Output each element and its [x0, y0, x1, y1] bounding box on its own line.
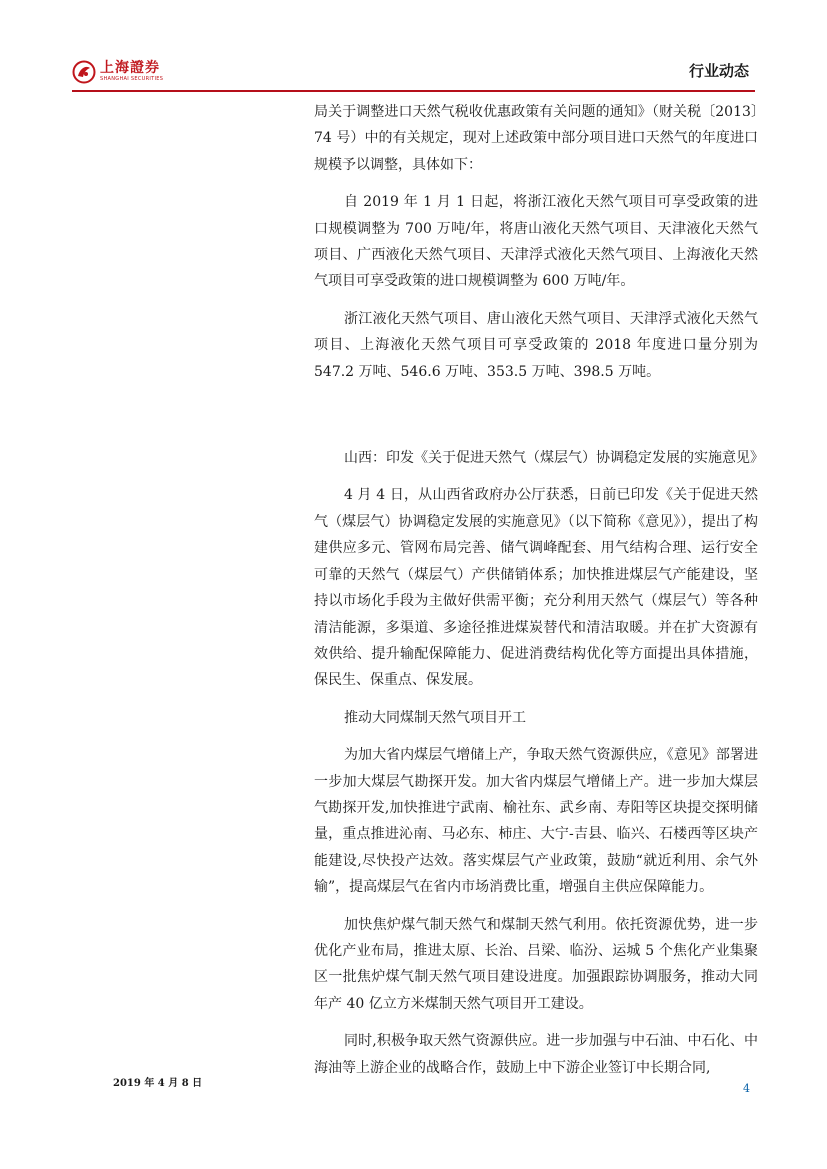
- page-header: [0, 0, 827, 95]
- brand-logo: [72, 60, 163, 84]
- paragraph-coke-oven-gas: 加快焦炉煤气制天然气和煤制天然气利用。依托资源优势，进一步优化产业布局，推进太原、长治、吕梁、临汾、运城 5 个焦化产业集聚区一批焦炉煤气制天然气项目建设进度。加强跟踪协调服务，推动大同年产 40 亿立方米煤制天然气项目开工建设。: [314, 916, 758, 1012]
- paragraph-import-scale: 自 2019 年 1 月 1 日起，将浙江液化天然气项目可享受政策的进口规模调整为 700 万吨/年，将唐山液化天然气项目、天津液化天然气项目、广西液化天然气项目、天津浮式液化天然气项目、上海液化天然气项目可享受政策的进口规模调整为 600 万吨/年。: [314, 194, 758, 290]
- shanghai-securities-logo-icon: [72, 60, 96, 84]
- header-divider: [72, 90, 755, 92]
- article-body: [314, 99, 764, 1081]
- paragraph-cbm-exploration: 为加大省内煤层气增储上产，争取天然气资源供应，《意见》部署进一步加大煤层气勘探开发。加大省内煤层气增储上产。进一步加大煤层气勘探开发,加快推进宁武南、榆社东、武乡南、寿阳等区块提交探明储量，重点推进沁南、马必东、柿庄、大宁-吉县、临兴、石楼西等区块产能建设,尽快投产达效。落实煤层气产业政策，鼓励“就近利用、余气外输”，提高煤层气在省内市场消费比重，增强自主供应保障能力。: [314, 747, 758, 896]
- section-title: 行业动态: [688, 62, 749, 80]
- paragraph-import-volume-2018: 浙江液化天然气项目、唐山液化天然气项目、天津浮式液化天然气项目、上海液化天然气项目可享受政策的 2018 年度进口量分别为 547.2 万吨、546.6 万吨、353.5 万吨、398.5 万吨。: [314, 310, 758, 380]
- report-date: 2019 年 4 月 8 日: [113, 1078, 203, 1089]
- paragraph-tariff-notice: 局关于调整进口天然气税收优惠政策有关问题的通知》（财关税〔2013〕74 号）中的有关规定，现对上述政策中部分项目进口天然气的年度进口规模予以调整，具体如下：: [314, 104, 758, 173]
- subheading-datong-project: 推动大同煤制天然气项目开工: [344, 709, 526, 726]
- paragraph-gas-supply: 同时,积极争取天然气资源供应。进一步加强与中石油、中石化、中海油等上游企业的战略合作，鼓励上中下游企业签订中长期合同,: [314, 1033, 758, 1076]
- page-number: 4: [743, 1082, 750, 1095]
- news-heading-shanxi: 山西：印发《关于促进天然气（煤层气）协调稳定发展的实施意见》: [344, 450, 764, 467]
- paragraph-shanxi-opinion: 4 月 4 日，从山西省政府办公厅获悉，日前已印发《关于促进天然气（煤层气）协调稳定发展的实施意见》（以下简称《意见》），提出了构建供应多元、管网布局完善、储气调峰配套、用气结构合理、运行安全可靠的天然气（煤层气）产供储销体系；加快推进煤层气产能建设，坚持以市场化手段为主做好供需平衡；充分利用天然气（煤层气）等各种清洁能源，多渠道、多途径推进煤炭替代和清洁取暖。并在扩大资源有效供给、提升输配保障能力、促进消费结构优化等方面提出具体措施，保民生、保重点、保发展。: [314, 487, 758, 689]
- brand-name-en: SHANGHAI SECURITIES: [100, 76, 164, 82]
- brand-name-cn: 上海證券: [100, 60, 160, 76]
